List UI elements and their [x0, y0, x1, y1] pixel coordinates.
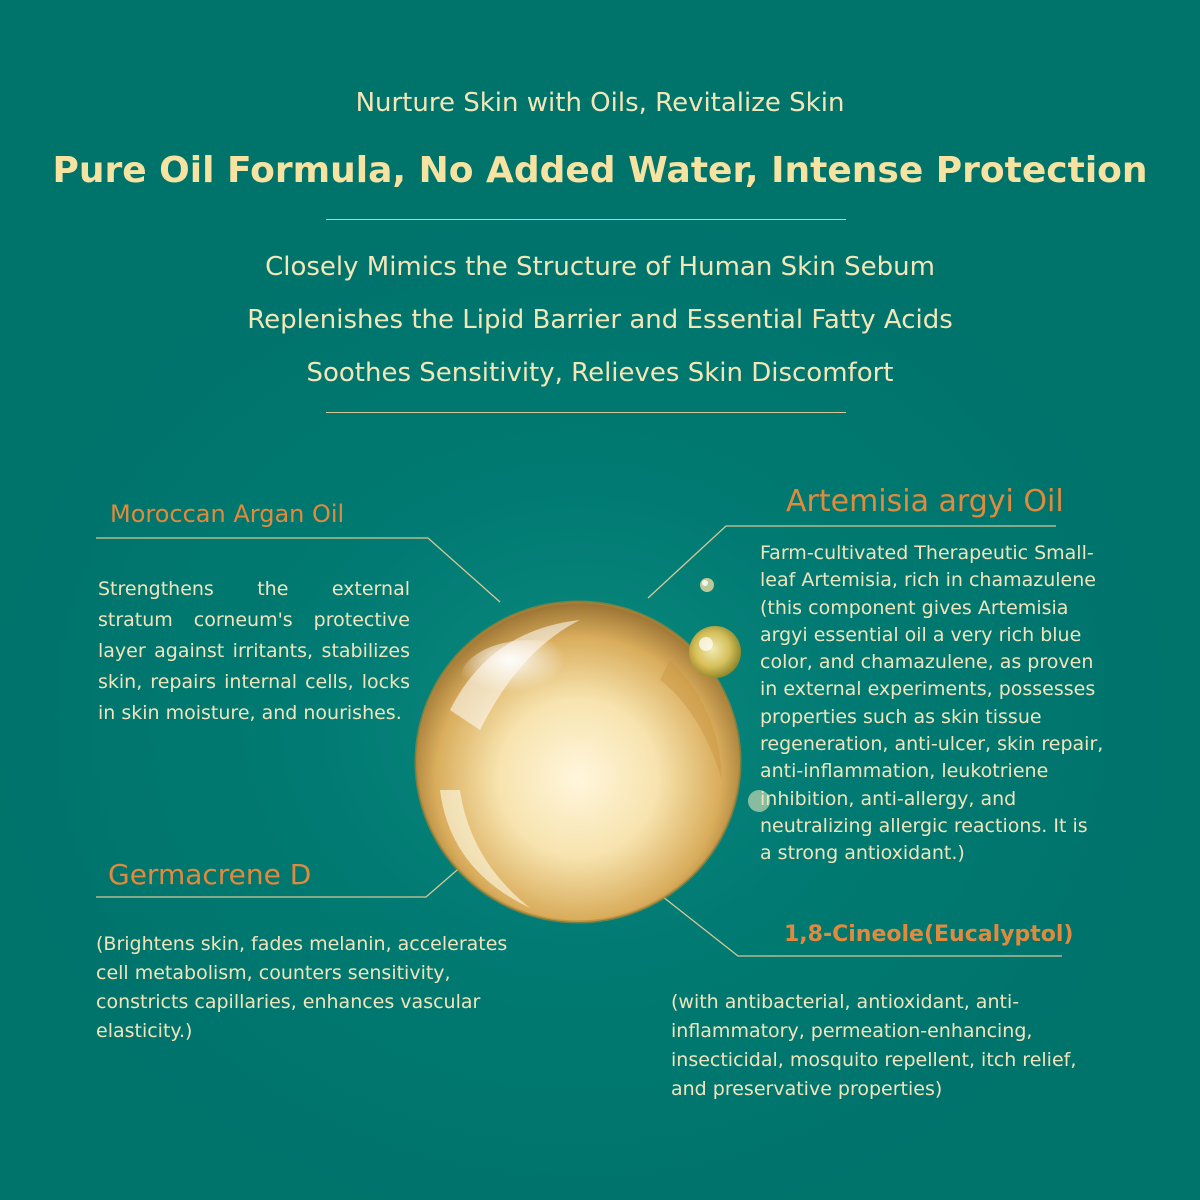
benefit-2: Replenishes the Lipid Barrier and Essential Fatty Acids: [247, 305, 953, 335]
subtitle: Nurture Skin with Oils, Revitalize Skin: [355, 88, 845, 118]
artemisia-oil-title: Artemisia argyi Oil: [786, 484, 1064, 519]
germacrene-title: Germacrene D: [108, 858, 312, 891]
germacrene-description: (Brightens skin, fades melanin, accelerates cell metabolism, counters sensitivity, constricts capillaries, enhances vascular elasticity.): [96, 933, 508, 1042]
argan-oil-description: Strengthens the external stratum corneum's protective layer against irritants, stabilizes skin, repairs internal cells, locks in skin moisture, and nourishes.: [98, 578, 410, 724]
cineole-description: (with antibacterial, antioxidant, anti-inflammatory, permeation-enhancing, insecticidal, mosquito repellent, itch relief, and preservative properties): [671, 991, 1077, 1100]
argan-oil-title: Moroccan Argan Oil: [110, 500, 345, 528]
oil-droplet-icon: [410, 590, 750, 930]
benefit-3: Soothes Sensitivity, Relieves Skin Discomfort: [306, 358, 894, 388]
benefit-1: Closely Mimics the Structure of Human Skin Sebum: [265, 252, 935, 282]
small-oil-droplet-icon: [698, 576, 716, 594]
cineole-title: 1,8-Cineole(Eucalyptol): [784, 922, 1074, 947]
headline: Pure Oil Formula, No Added Water, Intense Protection: [52, 150, 1148, 191]
artemisia-oil-description: Farm-cultivated Therapeutic Small-leaf Artemisia, rich in chamazulene (this component gives Artemisia argyi essential oil a very rich blue color, and chamazulene, as proven in external experiments, possesses properties such as skin tissue regeneration, anti-ulcer, skin repair, anti-inflammation, leukotriene inhibition, anti-allergy, and neutralizing allergic reactions. It is a strong antioxidant.): [760, 542, 1104, 865]
